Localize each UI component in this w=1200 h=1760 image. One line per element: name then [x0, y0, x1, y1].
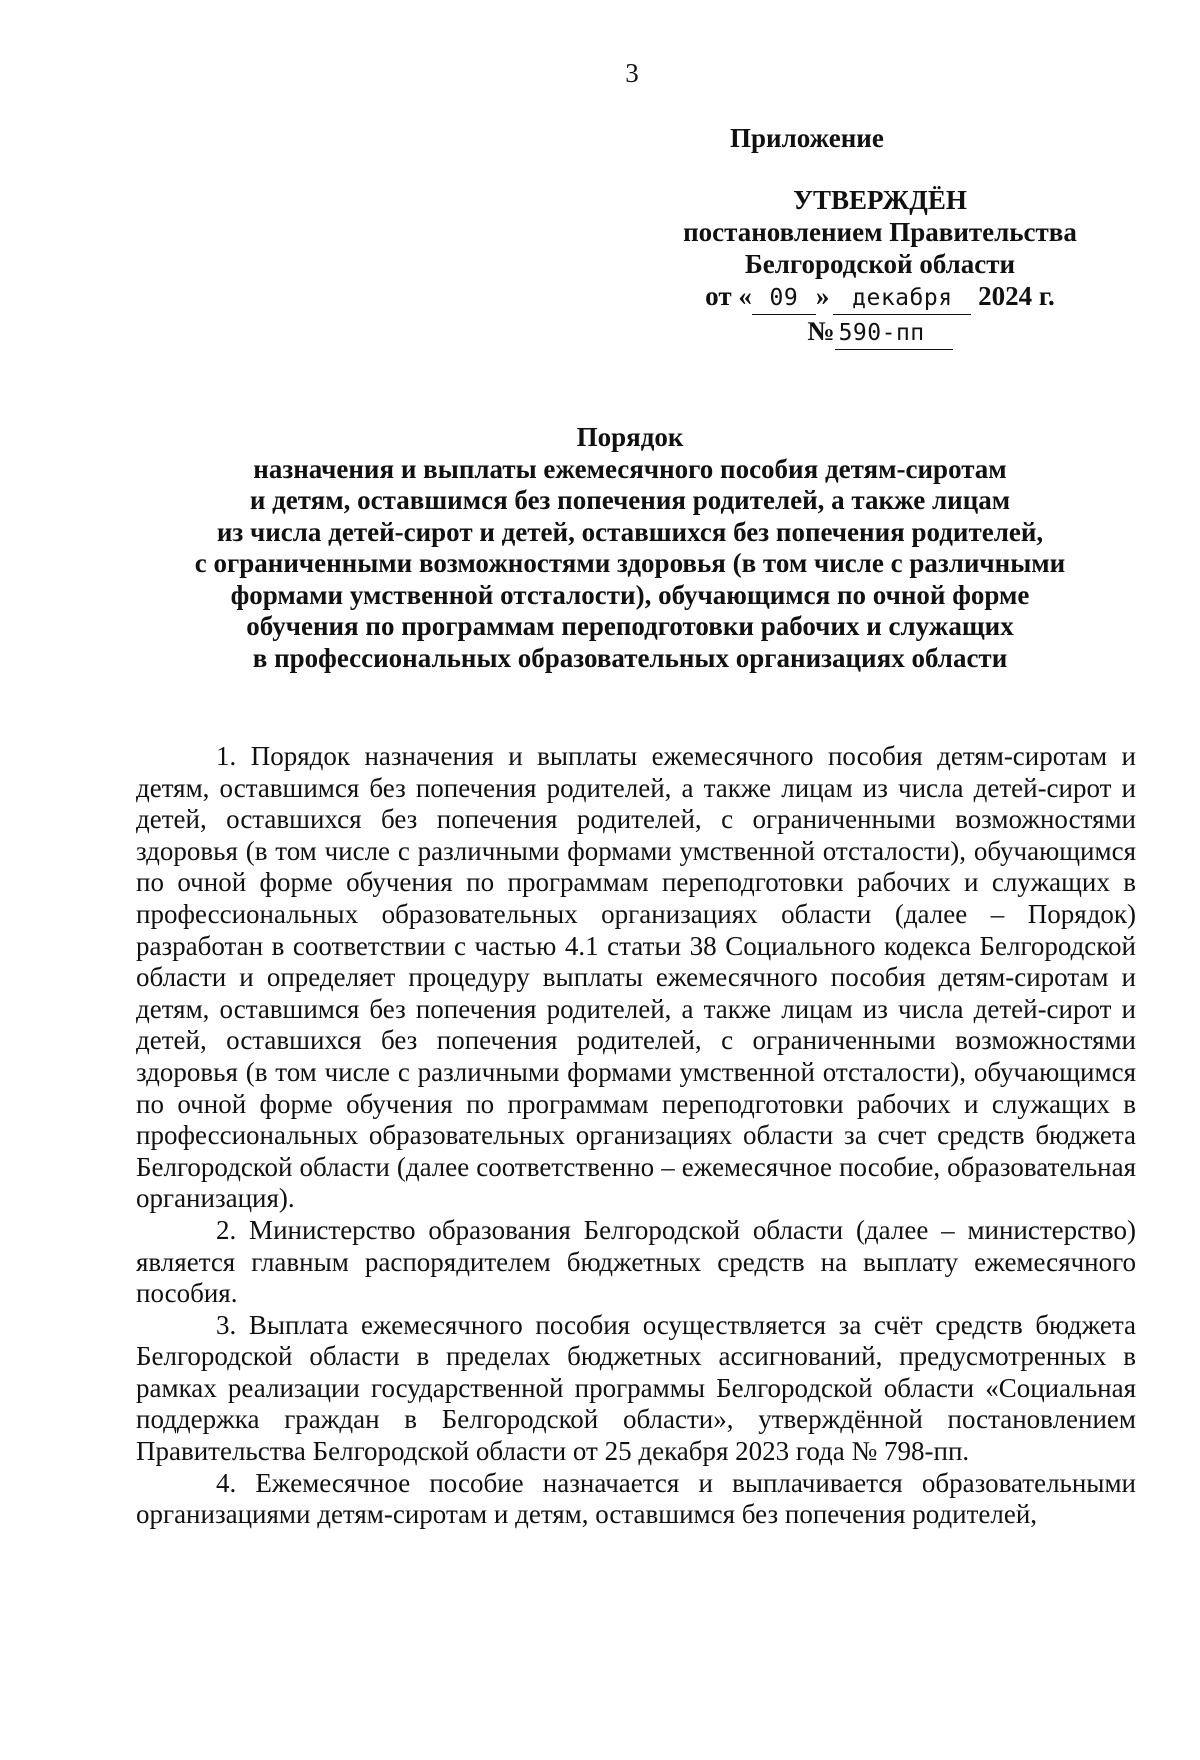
title-line-8: в профессиональных образовательных организациях области [252, 642, 1008, 673]
date-mid: » [815, 281, 830, 311]
approval-line-1: постановлением Правительства [683, 217, 1077, 247]
number-value: 590-пп [835, 317, 953, 350]
approval-date [640, 280, 1120, 315]
number-prefix: № [807, 316, 835, 346]
paragraph-2: 2. Министерство образования Белгородской области (далее – министерство) является главным распорядителем бюджетных средств на выплату ежемесячного пособия. [136, 1214, 1136, 1309]
date-day: 09 [752, 282, 816, 315]
paragraph-3: 3. Выплата ежемесячного пособия осуществляется за счёт средств бюджета Белгородской области в пределах бюджетных ассигнований, предусмотренных в рамках реализации государственной программы Белгородской области «Социальная поддержка граждан в Белгородской области», утверждённой постановлением Правительства Белгородской области от 25 декабря 2023 года № 798-пп. [136, 1309, 1136, 1467]
document-body [136, 741, 1136, 1531]
approved-label: УТВЕРЖДЁН [793, 185, 967, 215]
title-line-4: из числа детей-сирот и детей, оставшихся без попечения родителей, [216, 516, 1044, 547]
title-line-2: назначения и выплаты ежемесячного пособия детям-сиротам [253, 453, 1007, 484]
paragraph-4: 4. Ежемесячное пособие назначается и выплачивается образовательными организациями детям-сиротам и детям, оставшимся без попечения родителей, [136, 1467, 1136, 1530]
title-line-3: и детям, оставшимся без попечения родителей, а также лицам [249, 485, 1011, 515]
approval-number [640, 315, 1120, 350]
title-line-5: с ограниченными возможностями здоровья (в том числе с различными [194, 548, 1066, 578]
date-year: 2024 г. [978, 281, 1055, 311]
approval-line-2: Белгородской области [744, 249, 1016, 279]
appendix-heading: Приложение [730, 123, 884, 153]
title-line-7: обучения по программам переподготовки рабочих и служащих [246, 611, 1014, 641]
title-line-6: формами умственной отсталости), обучающимся по очной форме [230, 579, 1030, 610]
paragraph-1: 1. Порядок назначения и выплаты ежемесячного пособия детям-сиротам и детям, оставшимся без попечения родителей, а также лицам из числа детей-сирот и детей, оставшихся без попечения родителей, с ограниченными возможностями здоровья (в том числе с различными формами умственной отсталости), обучающимся по очной форме обучения по программам переподготовки рабочих и служащих в профессиональных образовательных организациях области (далее – Порядок) разработан в соответствии с частью 4.1 статьи 38 Социального кодекса Белгородской области и определяет процедуру выплаты ежемесячного пособия детям-сиротам и детям, оставшимся без попечения родителей, а также лицам из числа детей-сирот и детей, оставшихся без попечения родителей, с ограниченными возможностями здоровья (в том числе с различными формами умственной отсталости), обучающимся по очной форме обучения по программам переподготовки рабочих и служащих в профессиональных образовательных организациях области за счет средств бюджета Белгородской области (далее соответственно – ежемесячное пособие, образовательная организация). [136, 741, 1136, 1214]
title-line-1: Порядок [576, 422, 684, 452]
document-title [130, 422, 1130, 674]
date-month: декабря [833, 282, 971, 315]
approval-block [640, 122, 1120, 350]
date-prefix: от « [705, 281, 752, 311]
page-number: 3 [625, 58, 639, 88]
